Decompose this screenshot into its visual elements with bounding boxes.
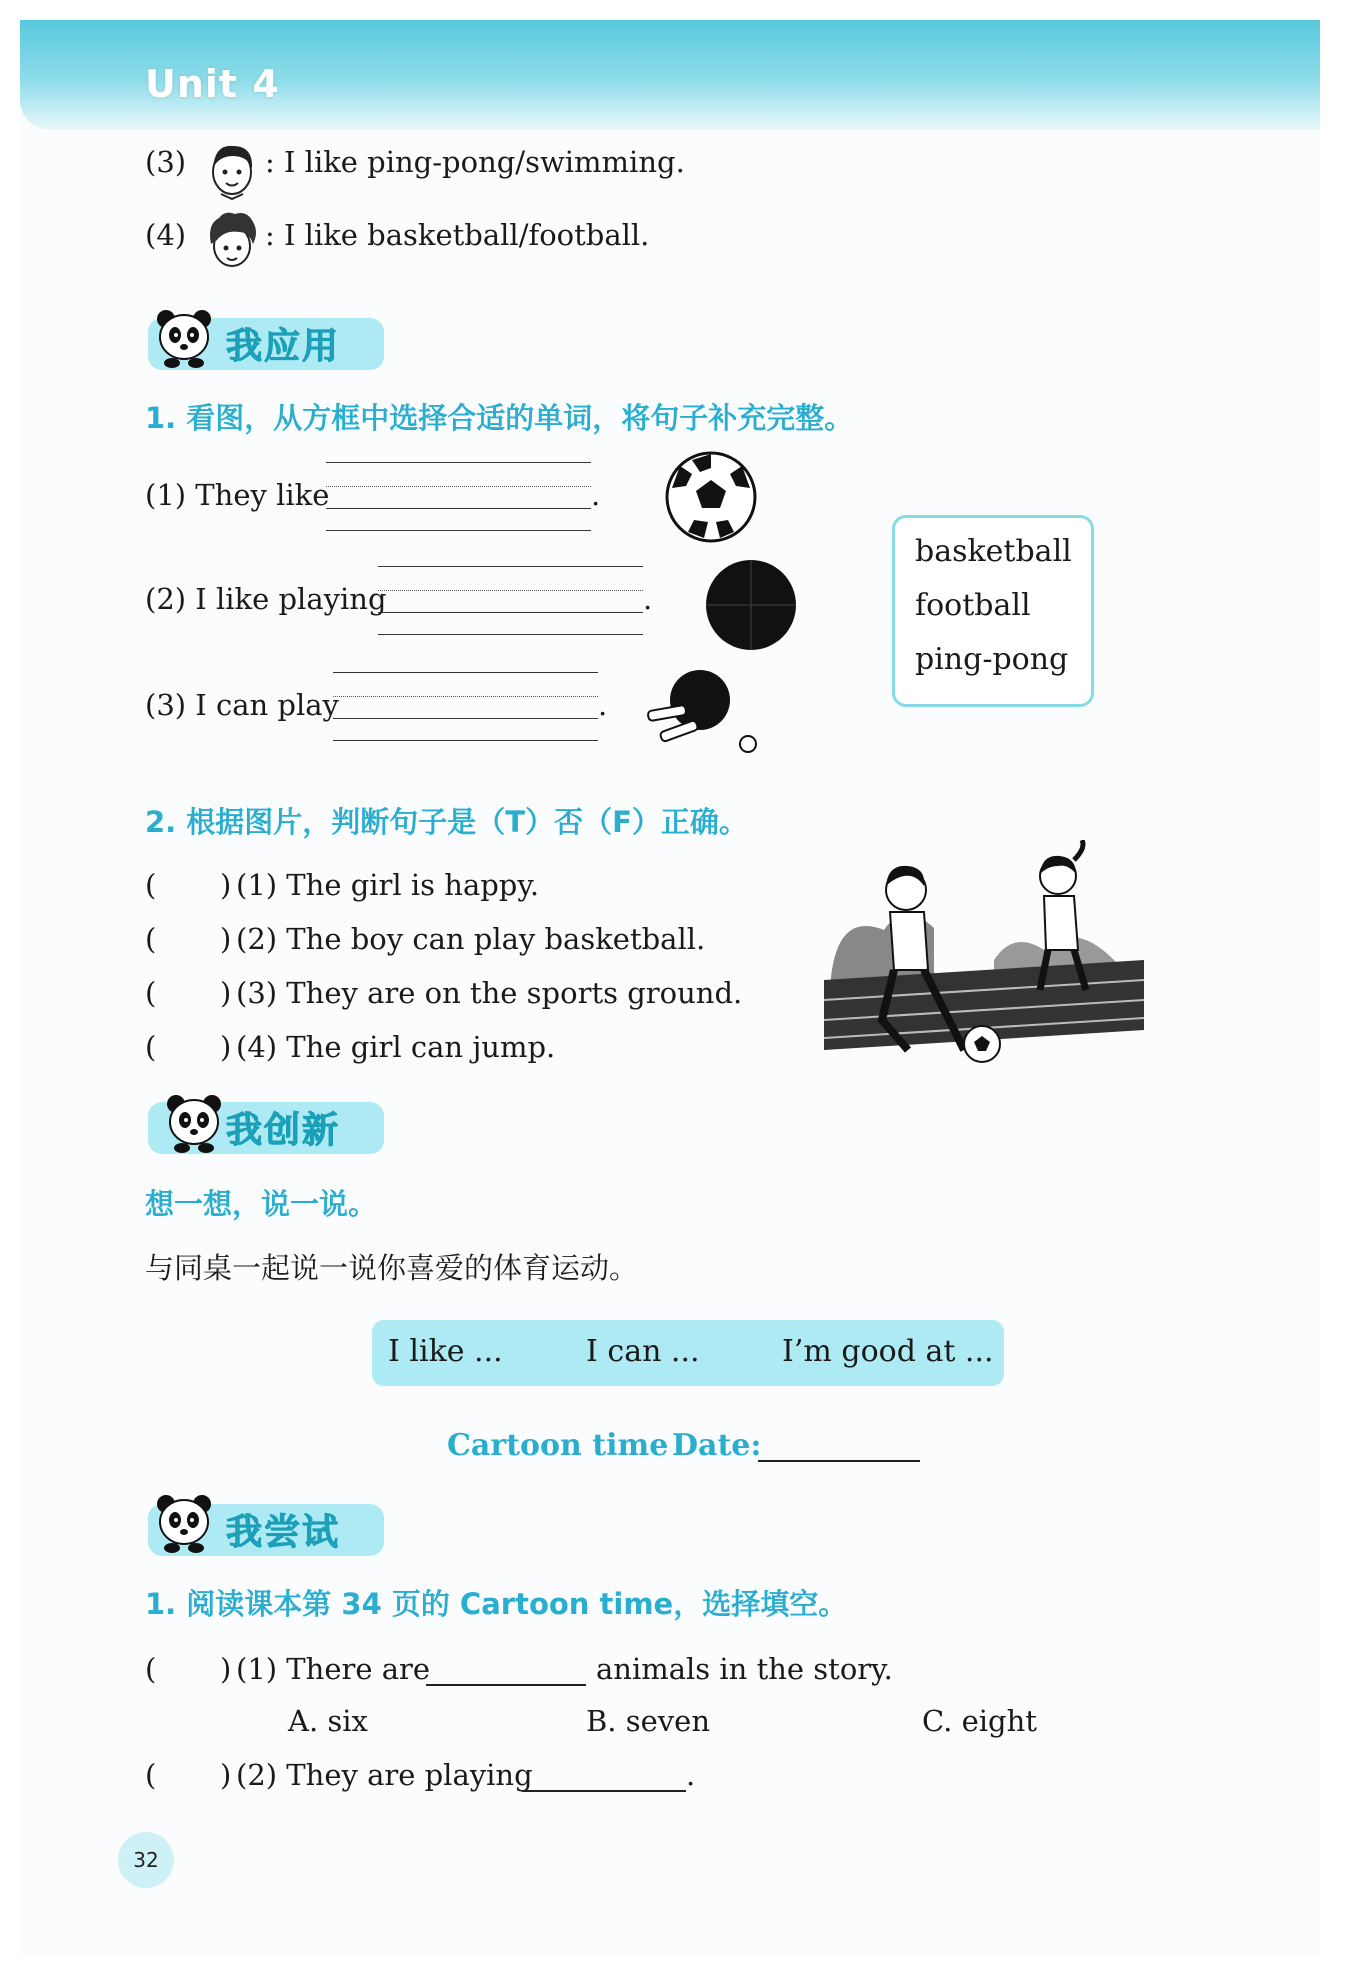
apply-q1-item3-suffix: . [598,688,608,722]
try-item1-open[interactable]: ( [145,1652,157,1686]
q2-item3-open[interactable]: ( [145,976,157,1010]
option-c[interactable]: C. eight [922,1704,1037,1738]
date-label: Date: [672,1428,762,1463]
try-item1-prefix: (1) There are [236,1652,431,1686]
panda-icon [152,1490,216,1554]
four-line-blank-3[interactable] [333,672,598,744]
option-a[interactable]: A. six [288,1704,368,1738]
apply-q2-instruction: 2. 根据图片，判断句子是（T）否（F）正确。 [145,805,748,839]
phrase-3: I’m good at ... [782,1334,994,1369]
q2-item1-text: (1) The girl is happy. [236,868,540,902]
apply-q1-item1-prefix: (1) They like [145,478,330,512]
phrase-pill [372,1320,1004,1386]
phrase-2: I can ... [586,1334,700,1369]
q2-item1-close: ) [220,868,232,902]
four-line-blank-1[interactable] [326,462,591,534]
try-item1-suffix: animals in the story. [596,1652,893,1686]
q2-item2-open[interactable]: ( [145,922,157,956]
create-prompt: 与同桌一起说一说你喜爱的体育运动。 [145,1251,639,1285]
intro-num-3: (3) [145,145,187,179]
q2-item3-text: (3) They are on the sports ground. [236,976,743,1010]
try-item2-close: ) [220,1758,232,1792]
apply-q1-instruction: 1. 看图，从方框中选择合适的单词，将句子补充完整。 [145,401,854,435]
phrase-1: I like ... [388,1334,503,1369]
section-title-create: 我创新 [226,1110,341,1151]
q2-item4-text: (4) The girl can jump. [236,1030,556,1064]
football-icon [664,450,758,544]
kids-playing-illustration [824,840,1144,1076]
section-title-try: 我尝试 [226,1512,341,1553]
create-instruction: 想一想，说一说。 [145,1187,378,1221]
try-item1-blank[interactable] [426,1684,586,1686]
intro-text-3: : I like ping-pong/swimming. [265,145,685,179]
apply-q1-item1-suffix: . [591,478,601,512]
option-b[interactable]: B. seven [586,1704,711,1738]
q2-item2-close: ) [220,922,232,956]
date-blank[interactable] [758,1460,920,1462]
page-number: 32 [133,1848,159,1872]
panda-icon [152,305,216,369]
basketball-icon [704,558,798,652]
q2-item1-open[interactable]: ( [145,868,157,902]
try-q1-instruction: 1. 阅读课本第 34 页的 Cartoon time，选择填空。 [145,1587,848,1621]
try-item2-prefix: (2) They are playing [236,1758,533,1792]
word-box [892,515,1094,707]
section-title-apply: 我应用 [226,326,341,367]
try-item2-suffix: . [686,1758,696,1792]
try-item1-close: ) [220,1652,232,1686]
intro-text-4: : I like basketball/football. [265,218,650,252]
q2-item3-close: ) [220,976,232,1010]
apply-q1-item2-prefix: (2) I like playing [145,582,387,616]
q2-item4-close: ) [220,1030,232,1064]
unit-label: Unit 4 [145,62,280,106]
curly-boy-avatar-icon [203,210,261,272]
word-option-2: football [915,588,1031,623]
ping-pong-icon [640,668,764,758]
try-item2-blank[interactable] [522,1790,686,1792]
page-number-badge [118,1832,174,1888]
word-option-1: basketball [915,534,1072,569]
cartoon-time-title: Cartoon time [447,1428,669,1463]
intro-num-4: (4) [145,218,187,252]
word-option-3: ping-pong [915,642,1069,677]
boy-avatar-icon [203,138,261,200]
apply-q1-item2-suffix: . [643,582,653,616]
apply-q1-item3-prefix: (3) I can play [145,688,339,722]
q2-item2-text: (2) The boy can play basketball. [236,922,706,956]
try-item2-open[interactable]: ( [145,1758,157,1792]
q2-item4-open[interactable]: ( [145,1030,157,1064]
panda-icon [162,1090,226,1154]
four-line-blank-2[interactable] [378,566,643,638]
